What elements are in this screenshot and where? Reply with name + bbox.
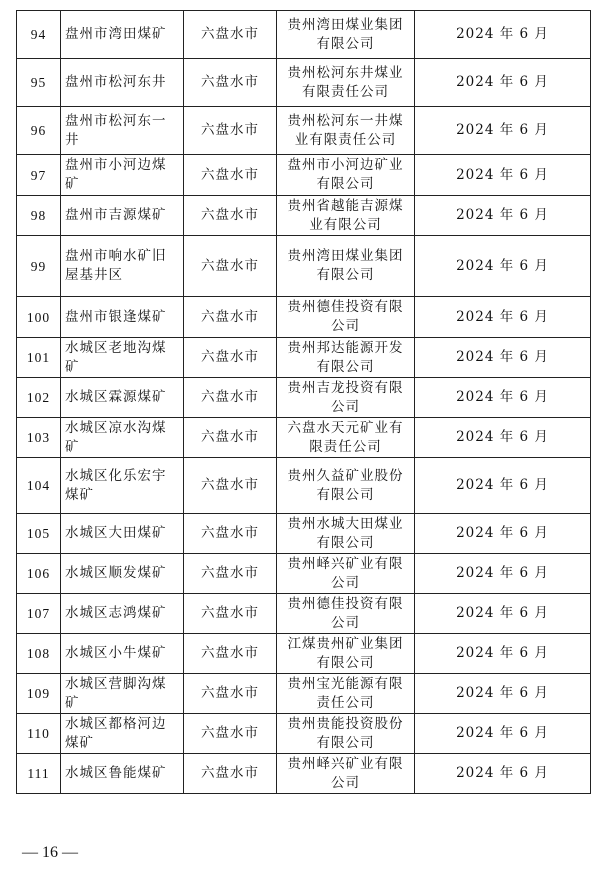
company-name: 盘州市小河边矿业有限公司 [277,155,415,196]
mine-name: 水城区营脚沟煤矿 [61,674,184,714]
date-cell: 2024 年 6 月 [415,674,591,714]
date-cell: 2024 年 6 月 [415,554,591,594]
table-row [17,196,591,236]
date-cell: 2024 年 6 月 [415,378,591,418]
row-number: 99 [17,236,61,297]
row-number: 109 [17,674,61,714]
mine-name: 盘州市小河边煤矿 [61,155,184,196]
table-row [17,236,591,297]
mine-name: 盘州市松河东一井 [61,107,184,155]
table-row [17,155,591,196]
table-row [17,59,591,107]
mine-name: 水城区顺发煤矿 [61,554,184,594]
row-number: 111 [17,754,61,794]
date-cell: 2024 年 6 月 [415,754,591,794]
mine-name: 水城区化乐宏宇煤矿 [61,458,184,514]
company-name: 贵州省越能吉源煤业有限公司 [277,196,415,236]
table-row [17,11,591,59]
date-cell: 2024 年 6 月 [415,458,591,514]
row-number: 95 [17,59,61,107]
row-number: 107 [17,594,61,634]
company-name: 贵州邦达能源开发有限公司 [277,338,415,378]
row-number: 108 [17,634,61,674]
table-row [17,514,591,554]
row-number: 97 [17,155,61,196]
city-name: 六盘水市 [184,297,277,338]
table-row [17,297,591,338]
date-cell: 2024 年 6 月 [415,155,591,196]
date-cell: 2024 年 6 月 [415,514,591,554]
city-name: 六盘水市 [184,674,277,714]
page-number: — 16 — [22,844,78,861]
date-cell: 2024 年 6 月 [415,11,591,59]
city-name: 六盘水市 [184,514,277,554]
date-cell: 2024 年 6 月 [415,297,591,338]
mine-name: 盘州市松河东井 [61,59,184,107]
mine-name: 水城区小牛煤矿 [61,634,184,674]
table-row [17,418,591,458]
table-body [17,11,591,794]
city-name: 六盘水市 [184,754,277,794]
city-name: 六盘水市 [184,236,277,297]
city-name: 六盘水市 [184,59,277,107]
city-name: 六盘水市 [184,714,277,754]
company-name: 六盘水天元矿业有限责任公司 [277,418,415,458]
company-name: 贵州宝光能源有限责任公司 [277,674,415,714]
row-number: 106 [17,554,61,594]
company-name: 江煤贵州矿业集团有限公司 [277,634,415,674]
city-name: 六盘水市 [184,155,277,196]
company-name: 贵州久益矿业股份有限公司 [277,458,415,514]
table-row [17,754,591,794]
mine-name: 水城区鲁能煤矿 [61,754,184,794]
table-row [17,458,591,514]
company-name: 贵州湾田煤业集团有限公司 [277,236,415,297]
row-number: 110 [17,714,61,754]
date-cell: 2024 年 6 月 [415,418,591,458]
date-cell: 2024 年 6 月 [415,338,591,378]
table-row [17,714,591,754]
mine-name: 水城区大田煤矿 [61,514,184,554]
company-name: 贵州松河东一井煤业有限责任公司 [277,107,415,155]
city-name: 六盘水市 [184,458,277,514]
city-name: 六盘水市 [184,418,277,458]
mine-name: 水城区凉水沟煤矿 [61,418,184,458]
table-row [17,594,591,634]
table-row [17,674,591,714]
mine-name: 盘州市湾田煤矿 [61,11,184,59]
company-name: 贵州吉龙投资有限公司 [277,378,415,418]
company-name: 贵州德佳投资有限公司 [277,594,415,634]
table-row [17,338,591,378]
row-number: 102 [17,378,61,418]
company-name: 贵州峄兴矿业有限公司 [277,754,415,794]
table-row [17,634,591,674]
company-name: 贵州贵能投资股份有限公司 [277,714,415,754]
city-name: 六盘水市 [184,107,277,155]
city-name: 六盘水市 [184,338,277,378]
row-number: 105 [17,514,61,554]
table-row [17,554,591,594]
row-number: 101 [17,338,61,378]
city-name: 六盘水市 [184,11,277,59]
mine-name: 水城区志鸿煤矿 [61,594,184,634]
row-number: 104 [17,458,61,514]
coal-mine-table [16,10,591,794]
city-name: 六盘水市 [184,554,277,594]
company-name: 贵州湾田煤业集团有限公司 [277,11,415,59]
table-row [17,378,591,418]
date-cell: 2024 年 6 月 [415,594,591,634]
row-number: 103 [17,418,61,458]
date-cell: 2024 年 6 月 [415,59,591,107]
date-cell: 2024 年 6 月 [415,107,591,155]
row-number: 98 [17,196,61,236]
company-name: 贵州松河东井煤业有限责任公司 [277,59,415,107]
mine-name: 水城区都格河边煤矿 [61,714,184,754]
date-cell: 2024 年 6 月 [415,634,591,674]
mine-name: 盘州市响水矿旧屋基井区 [61,236,184,297]
company-name: 贵州峄兴矿业有限公司 [277,554,415,594]
mine-name: 水城区霖源煤矿 [61,378,184,418]
date-cell: 2024 年 6 月 [415,196,591,236]
city-name: 六盘水市 [184,594,277,634]
company-name: 贵州德佳投资有限公司 [277,297,415,338]
row-number: 94 [17,11,61,59]
mine-name: 水城区老地沟煤矿 [61,338,184,378]
row-number: 96 [17,107,61,155]
mine-name: 盘州市银逢煤矿 [61,297,184,338]
company-name: 贵州水城大田煤业有限公司 [277,514,415,554]
city-name: 六盘水市 [184,378,277,418]
city-name: 六盘水市 [184,634,277,674]
row-number: 100 [17,297,61,338]
mine-name: 盘州市吉源煤矿 [61,196,184,236]
date-cell: 2024 年 6 月 [415,714,591,754]
table-row [17,107,591,155]
date-cell: 2024 年 6 月 [415,236,591,297]
city-name: 六盘水市 [184,196,277,236]
